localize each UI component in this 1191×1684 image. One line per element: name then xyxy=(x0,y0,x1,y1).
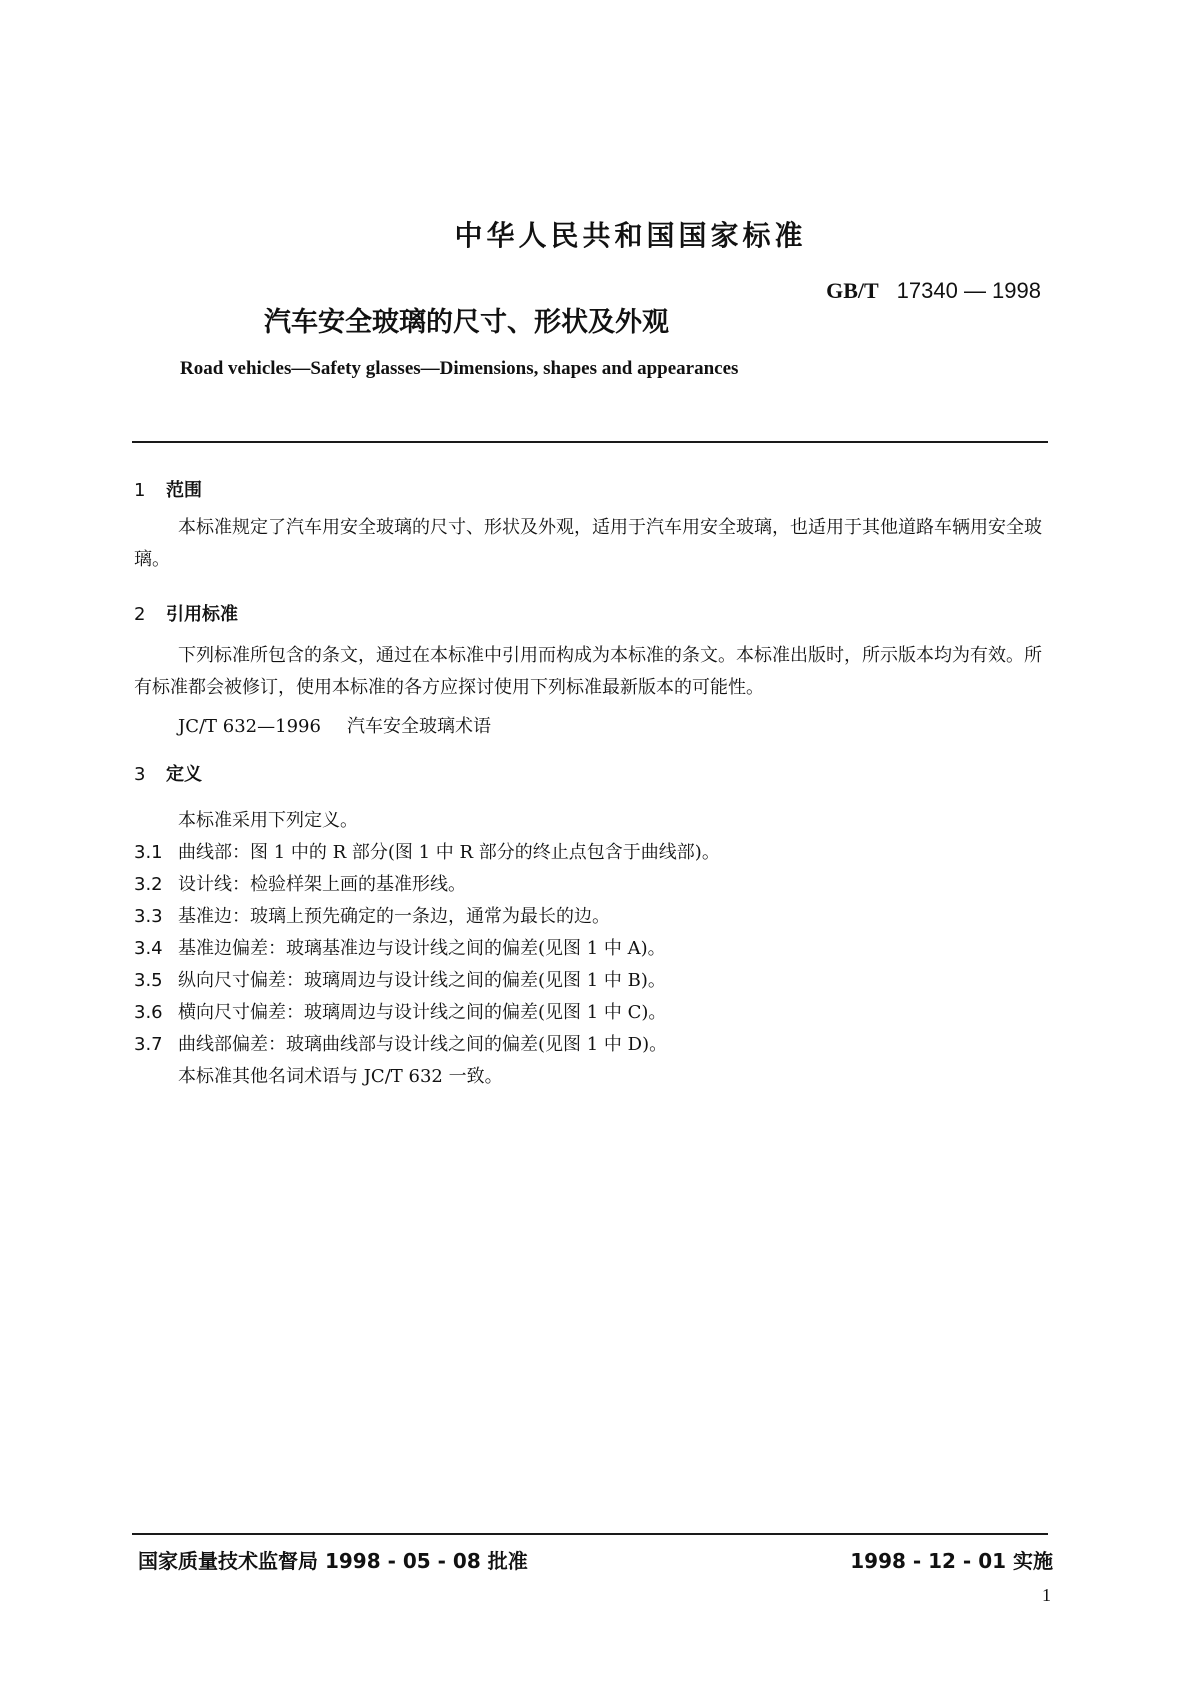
definition-item xyxy=(134,1030,667,1056)
document-title-cn: 汽车安全玻璃的尺寸、形状及外观 xyxy=(264,307,669,338)
definition-text: 基准边偏差：玻璃基准边与设计线之间的偏差(见图 1 中 A)。 xyxy=(178,938,666,959)
definitions-intro: 本标准采用下列定义。 xyxy=(178,810,358,831)
effective-date: 1998 - 12 - 01 实施 xyxy=(850,1549,1053,1573)
standard-number xyxy=(826,278,1041,304)
definitions-closing: 本标准其他名词术语与 JC/T 632 一致。 xyxy=(178,1066,503,1087)
paragraph-text: 本标准规定了汽车用安全玻璃的尺寸、形状及外观，适用于汽车用安全玻璃，也适用于其他道路车辆用安全玻璃。 xyxy=(134,517,1042,570)
definition-text: 设计线：检验样架上画的基准形线。 xyxy=(178,874,466,895)
definition-number: 3.6 xyxy=(134,1002,163,1023)
reference-title: 汽车安全玻璃术语 xyxy=(346,716,491,737)
definition-text: 基准边：玻璃上预先确定的一条边，通常为最长的边。 xyxy=(178,906,610,927)
definition-item xyxy=(134,838,720,864)
definition-text: 横向尺寸偏差：玻璃周边与设计线之间的偏差(见图 1 中 C)。 xyxy=(178,1002,667,1023)
reference-code: JC/T 632—1996 xyxy=(178,716,321,737)
definition-item xyxy=(134,998,666,1024)
definition-number: 3.1 xyxy=(134,842,163,863)
header-divider xyxy=(132,441,1048,443)
definition-text: 曲线部偏差：玻璃曲线部与设计线之间的偏差(见图 1 中 D)。 xyxy=(178,1034,668,1055)
definition-number: 3.5 xyxy=(134,970,163,991)
definition-number: 3.7 xyxy=(134,1034,163,1055)
section-1-heading xyxy=(134,476,202,502)
paragraph-text: 下列标准所包含的条文，通过在本标准中引用而构成为本标准的条文。本标准出版时，所示版本均为有效。所有标准都会被修订，使用本标准的各方应探讨使用下列标准最新版本的可能性。 xyxy=(134,645,1042,698)
national-standard-title: 中华人民共和国国家标准 xyxy=(454,219,807,252)
approval-statement: 国家质量技术监督局 1998 - 05 - 08 批准 xyxy=(138,1549,528,1573)
footer-divider xyxy=(132,1533,1048,1535)
section-title: 定义 xyxy=(166,764,202,785)
standard-code: GB/T xyxy=(826,278,879,303)
section-number: 1 xyxy=(134,480,146,501)
definition-number: 3.2 xyxy=(134,874,163,895)
document-title-en: Road vehicles—Safety glasses—Dimensions, shapes and appearances xyxy=(180,358,739,379)
definition-number: 3.4 xyxy=(134,938,163,959)
definition-number: 3.3 xyxy=(134,906,163,927)
section-number: 3 xyxy=(134,764,146,785)
section-3-heading xyxy=(134,760,202,786)
reference-entry xyxy=(178,712,491,738)
definition-item xyxy=(134,870,466,896)
section-2-heading xyxy=(134,600,238,626)
definition-item xyxy=(134,966,666,992)
section-1-paragraph xyxy=(134,512,1050,576)
section-title: 引用标准 xyxy=(166,604,238,625)
definition-item xyxy=(134,934,666,960)
section-title: 范围 xyxy=(166,480,202,501)
section-2-paragraph xyxy=(134,640,1050,704)
definition-text: 纵向尺寸偏差：玻璃周边与设计线之间的偏差(见图 1 中 B)。 xyxy=(178,970,666,991)
definition-item xyxy=(134,902,610,928)
page-number: 1 xyxy=(1042,1585,1051,1605)
standard-number-value: 17340 — 1998 xyxy=(896,278,1041,303)
section-number: 2 xyxy=(134,604,146,625)
definition-text: 曲线部：图 1 中的 R 部分(图 1 中 R 部分的终止点包含于曲线部)。 xyxy=(178,842,720,863)
